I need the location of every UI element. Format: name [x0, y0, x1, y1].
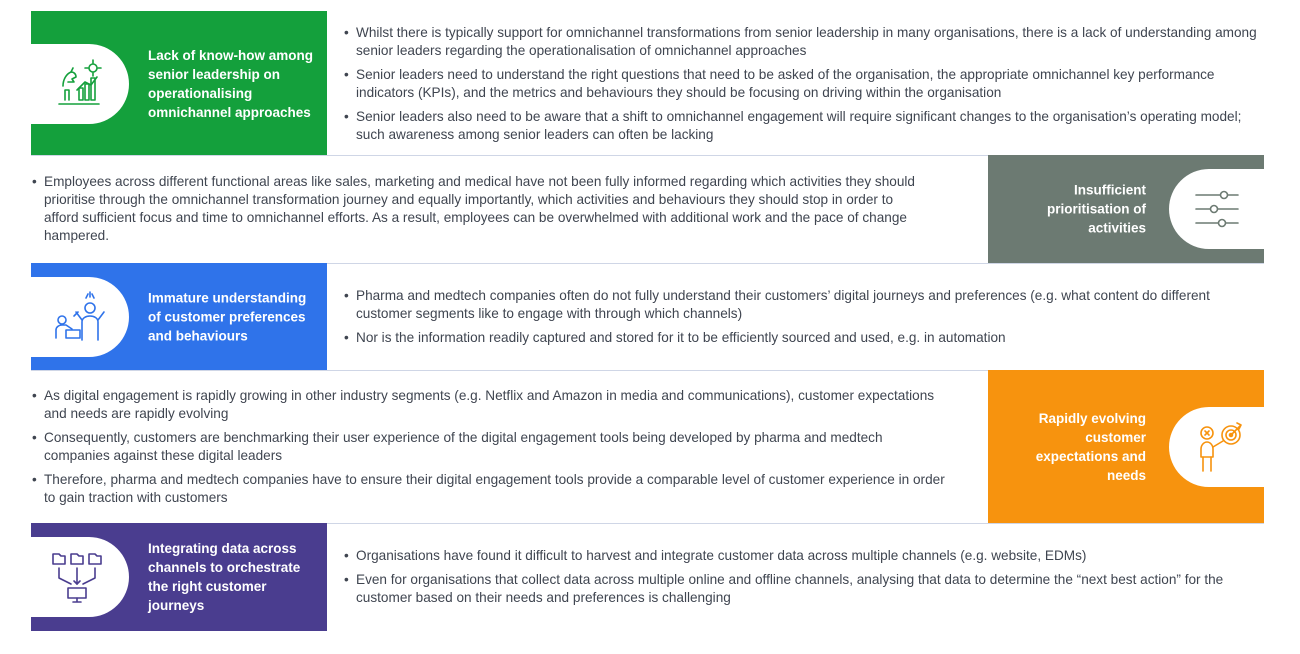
bullet-item: • Whilst there is typically support for omnichannel transformations from senior leadership in many organisations, there is a lack of understanding among senior leaders regarding the operationalisation of omnichannel approaches [343, 24, 1264, 60]
challenge-description [343, 523, 1264, 631]
challenge-block-prioritisation [988, 155, 1264, 263]
bullet-item: • Consequently, customers are benchmarking their user experience of the digital engagement tools being developed by pharma and medtech companies against these digital leaders [31, 429, 951, 465]
bullet-item: • Even for organisations that collect data across multiple online and offline channels, analysing that data to determine the “next best action” for the customer based on their needs and preferences is challenging [343, 571, 1264, 607]
sliders-icon [1192, 187, 1242, 231]
challenge-description [31, 370, 951, 523]
challenge-row-4 [31, 370, 1264, 523]
bullet-item: • Pharma and medtech companies often do not fully understand their customers’ digital journeys and preferences (e.g. what content do different customer segments like to engage with through which channels) [343, 287, 1264, 323]
bullet-item: • Organisations have found it difficult to harvest and integrate customer data across multiple channels (e.g. website, EDMs) [343, 547, 1264, 565]
person-target-icon [1187, 417, 1247, 477]
bullet-item: • Senior leaders also need to be aware that a shift to omnichannel engagement will require significant changes to the organisation’s operating model; such awareness among senior leaders can often be lacking [343, 108, 1264, 144]
leadership-chess-chart-icon [51, 56, 107, 112]
icon-holder [1169, 407, 1264, 487]
challenge-description [31, 155, 931, 263]
bullet-item: • Senior leaders need to understand the right questions that need to be asked of the organisation, the appropriate omnichannel key performance indicators (KPIs), and the metrics and behaviours they should be focusing on driving within the organisation [343, 66, 1264, 102]
data-integration-icon [49, 548, 109, 606]
challenge-row-2 [31, 155, 1264, 263]
icon-holder [1169, 169, 1264, 249]
challenge-title: Integrating data across channels to orchestrate the right customer journeys [148, 541, 301, 613]
icon-holder [29, 44, 129, 124]
challenge-block-expectations [988, 370, 1264, 523]
challenge-row-5 [31, 523, 1264, 631]
challenge-title: Rapidly evolving customer expectations and needs [1035, 410, 1146, 483]
challenge-description [343, 11, 1264, 156]
challenge-row-3 [31, 263, 1264, 370]
confused-customer-icon [50, 290, 108, 344]
icon-holder [29, 277, 129, 357]
bullet-item: • Employees across different functional areas like sales, marketing and medical have not been fully informed regarding which activities they should prioritise through the omnichannel transformation journey and equally importantly, which activities and behaviours they should stop in order to afford sufficient focus and time to omnichannel efforts. As a result, employees can be overwhelmed with additional work and the pace of change hampered. [31, 173, 931, 245]
bullet-item: • Nor is the information readily captured and stored for it to be efficiently sourced and used, e.g. in automation [343, 329, 1264, 347]
challenge-block-customer-understanding [31, 263, 327, 370]
bullet-item: • As digital engagement is rapidly growing in other industry segments (e.g. Netflix and Amazon in media and communications), customer expectations and needs are rapidly evolving [31, 387, 951, 423]
bullet-item: • Therefore, pharma and medtech companies have to ensure their digital engagement tools provide a comparable level of customer experience in order to gain traction with customers [31, 471, 951, 507]
icon-holder [29, 537, 129, 617]
challenge-row-1 [31, 11, 1264, 156]
challenge-block-leadership [31, 11, 327, 156]
challenge-description [343, 263, 1264, 370]
challenge-title: Insufficient prioritisation of activities [1047, 182, 1146, 236]
challenge-block-data-integration [31, 523, 327, 631]
challenge-title: Immature understanding of customer preferences and behaviours [148, 290, 307, 343]
challenge-title: Lack of know-how among senior leadership on operationalising omnichannel approaches [148, 47, 314, 120]
